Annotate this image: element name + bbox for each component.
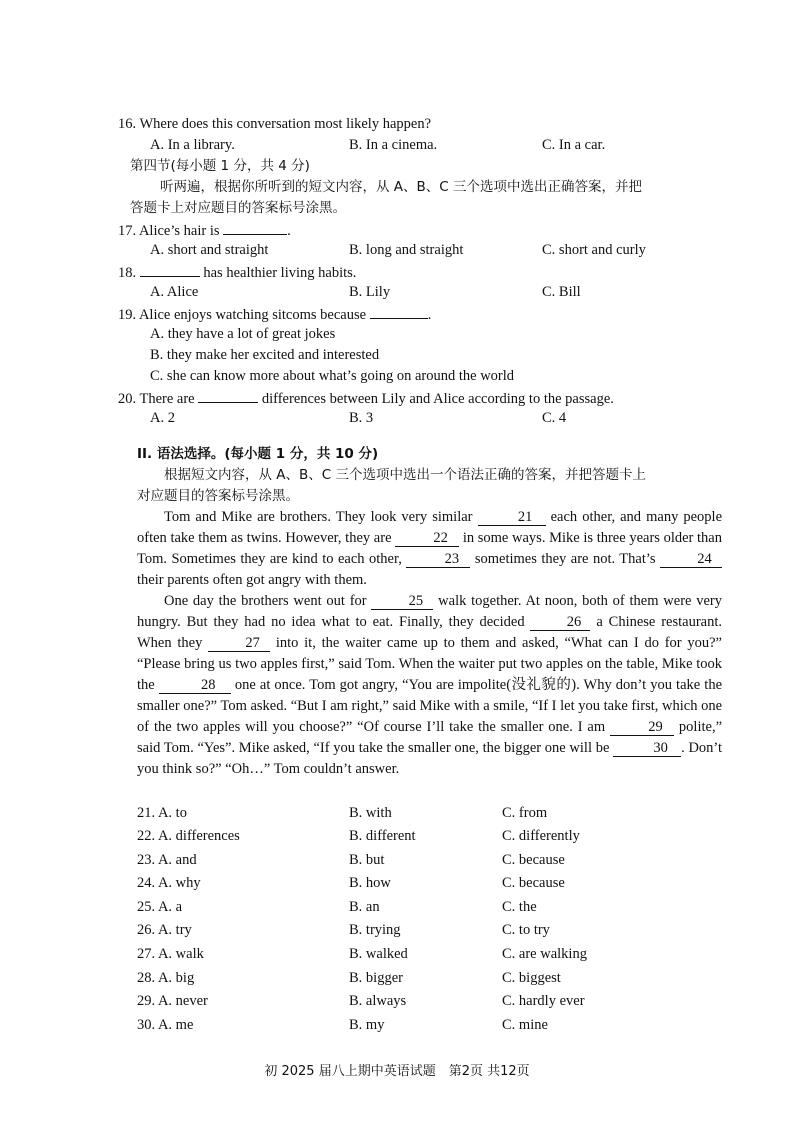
section4-title: 第四节(每小题 1 分，共 4 分) (130, 158, 310, 174)
question-17 (118, 219, 291, 241)
choice-28-a: 28. A. big (137, 970, 195, 986)
q16-option-a: A. In a library. (150, 137, 235, 153)
choice-29-b: B. always (349, 993, 407, 1009)
q19-option-b: B. they make her excited and interested (150, 347, 380, 363)
question-19 (118, 303, 431, 325)
choice-26-c: C. to try (502, 922, 550, 938)
blank-26: 26 (530, 614, 590, 631)
choice-28-c: C. biggest (502, 970, 561, 986)
q16-option-c: C. In a car. (542, 137, 606, 153)
passage-paragraph-2 (137, 591, 722, 780)
passage-text: One day the brothers went out for (164, 593, 367, 609)
choice-21-c: C. from (502, 805, 548, 821)
choice-29-a: 29. A. never (137, 993, 208, 1009)
choice-22-b: B. different (349, 828, 416, 844)
page-footer: 初 2025 届八上期中英语试题 第2页 共12页 (264, 1064, 530, 1079)
blank-29: 29 (610, 719, 674, 736)
choice-25-a: 25. A. a (137, 899, 183, 915)
blank-25: 25 (371, 593, 433, 610)
q18-option-b: B. Lily (349, 284, 391, 300)
choice-22-c: C. differently (502, 828, 580, 844)
q17-text: 17. Alice’s hair is (118, 223, 220, 239)
q18-number: 18. (118, 265, 137, 281)
blank-30: 30 (613, 740, 681, 757)
choice-27-c: C. are walking (502, 946, 587, 962)
answer-blank (370, 303, 428, 319)
choice-30-c: C. mine (502, 1017, 548, 1033)
choice-28-b: B. bigger (349, 970, 403, 986)
choice-29-c: C. hardly ever (502, 993, 585, 1009)
q20-option-b: B. 3 (349, 410, 374, 426)
choice-26-a: 26. A. try (137, 922, 192, 938)
section4-instruction-line2: 答题卡上对应题目的答案标号涂黑。 (130, 200, 346, 216)
q17-end: . (287, 223, 291, 239)
choice-21-b: B. with (349, 805, 392, 821)
q16-option-b: B. In a cinema. (349, 137, 438, 153)
grammar-instruction-line2: 对应题目的答案标号涂黑。 (137, 488, 299, 504)
choice-23-b: B. but (349, 852, 385, 868)
choice-25-c: C. the (502, 899, 537, 915)
choice-24-b: B. how (349, 875, 391, 891)
passage-text: into it, the waiter came up to them and asked, “What can I do for you?” “Please bring us two apples first,” said Tom. When the waiter put two apples on the table, Mike took the (137, 635, 722, 693)
choice-22-a: 22. A. differences (137, 828, 240, 844)
question-20 (118, 387, 614, 409)
passage-text: . Don’t you think so?” “Oh…” Tom couldn’t answer. (137, 740, 723, 777)
blank-28: 28 (159, 677, 231, 694)
grammar-instruction-line1: 根据短文内容，从 A、B、C 三个选项中选出一个语法正确的答案，并把答题卡上 (164, 467, 647, 483)
passage-text: one at once. Tom got angry, “You are impolite(没礼貌的). Why don’t you take the smaller one?” Tom asked. “But I am right,” said Mike with a smile, “If I let you take first, which one of the two apples will you choose?” “Of course I’ll take the smaller one. I am (137, 677, 722, 735)
answer-blank (198, 387, 258, 403)
q18-text: has healthier living habits. (203, 265, 357, 281)
passage-text: in some ways. Mike is three years older than Tom. Sometimes they are kind to each other, (137, 530, 722, 567)
q19-end: . (427, 307, 432, 323)
answer-blank (223, 219, 287, 235)
blank-23: 23 (406, 551, 470, 568)
choice-27-b: B. walked (349, 946, 408, 962)
q19-text: 19. Alice enjoys watching sitcoms because (118, 307, 367, 323)
passage-text: Tom and Mike are brothers. They look very similar (164, 509, 473, 525)
choice-21-a: 21. A. to (137, 805, 187, 821)
grammar-passage (137, 507, 722, 780)
passage-text: sometimes they are not. That’s (474, 551, 656, 567)
passage-text: each other, and many people often take them as twins. However, they are (137, 509, 723, 546)
blank-22: 22 (395, 530, 459, 547)
choice-30-a: 30. A. me (137, 1017, 194, 1033)
passage-text: their parents often got angry with them. (137, 572, 367, 588)
passage-text: polite,” said Tom. “Yes”. Mike asked, “If you take the smaller one, the bigger one will be (137, 719, 723, 756)
choice-23-a: 23. A. and (137, 852, 197, 868)
question-18 (118, 261, 356, 283)
q17-option-a: A. short and straight (150, 242, 269, 258)
answer-blank (140, 261, 200, 277)
choice-24-a: 24. A. why (137, 875, 201, 891)
choice-26-b: B. trying (349, 922, 401, 938)
q18-option-c: C. Bill (542, 284, 581, 300)
q17-option-c: C. short and curly (542, 242, 646, 258)
q19-option-a: A. they have a lot of great jokes (150, 326, 336, 342)
q17-option-b: B. long and straight (349, 242, 464, 258)
choice-27-a: 27. A. walk (137, 946, 204, 962)
choice-23-c: C. because (502, 852, 565, 868)
choice-24-c: C. because (502, 875, 565, 891)
q20-option-a: A. 2 (150, 410, 175, 426)
blank-21: 21 (478, 509, 546, 526)
q20-text-end: differences between Lily and Alice according to the passage. (261, 391, 614, 407)
choice-25-b: B. an (349, 899, 380, 915)
q18-option-a: A. Alice (150, 284, 199, 300)
q20-option-c: C. 4 (542, 410, 567, 426)
grammar-section-title: II. 语法选择。(每小题 1 分，共 10 分) (137, 446, 379, 462)
q19-option-c: C. she can know more about what’s going on around the world (150, 368, 515, 384)
passage-text: a Chinese restaurant. When they (137, 614, 723, 651)
section4-instruction-line1: 听两遍，根据你所听到的短文内容，从 A、B、C 三个选项中选出正确答案，并把 (160, 179, 643, 195)
q20-text: 20. There are (118, 391, 195, 407)
blank-27: 27 (208, 635, 270, 652)
choice-30-b: B. my (349, 1017, 385, 1033)
blank-24: 24 (660, 551, 722, 568)
passage-paragraph-1 (137, 507, 722, 591)
passage-text: walk together. At noon, both of them were very hungry. But they had no idea what to eat. Finally, they decided (137, 593, 723, 630)
question-16: 16. Where does this conversation most likely happen? (118, 116, 432, 132)
